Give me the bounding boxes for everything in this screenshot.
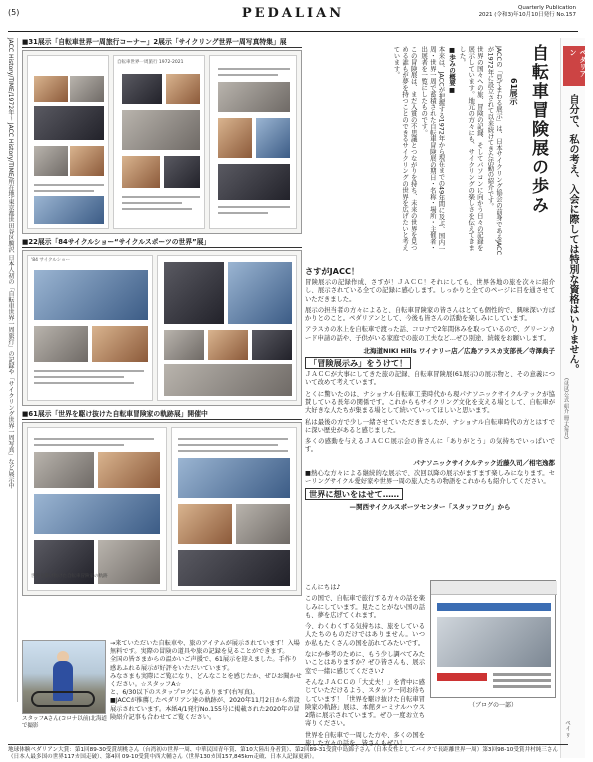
article-paragraph: ■熱心な方々による継続的な展示で、次回以降の展示がますます楽しみになります。セーリングサイクル愛好家や世界一周の旅人たちの物語をこれからも紹介してください。 (305, 469, 555, 486)
article-paragraph: ＪＡＣＣが大事にしてきた旅の記録、自転車冒険展(61展示)の展示物と、その意義について改めて考えています。 (305, 371, 555, 387)
display-board (27, 427, 167, 591)
article-heading: 「冒険展示み」をうけて！ (305, 358, 555, 369)
article-paragraph: 多くの感動を与えるＪＡＣＣ展示会の皆さんに「ありがとう」の気持ちでいっぱいです。 (305, 438, 555, 454)
display-board (27, 255, 153, 401)
intro-paragraph: JACCの「見てまわる展示」は、日本サイクリング協会の前身であるJACCが1972年に設立されて以来続けてきた活動の紹介です。 (486, 46, 503, 256)
next-page-headline: 自分で、私の考え、入会に際しては特別な資格はいりません。 (567, 94, 578, 374)
display-board (157, 255, 297, 401)
intro-subtitle: 61展示 (509, 78, 518, 106)
article-paragraph: 冒険展示の記録作成、さすが！ＪＡＣＣ！それにしても、世界各地の旅を次々に紹介し、展示されている全ての記録に感心します。しっかりと全てのページに目を通させていただきました。 (305, 279, 555, 303)
article-signature: パナソニックサイクルテック近藤久司／相宅逸都 (413, 458, 555, 467)
masthead (8, 4, 578, 32)
next-page-footer: ペイ リ (564, 719, 570, 738)
next-page-edge (560, 38, 585, 758)
left-strip-text: JACC History/TIME/1972年〜 JACC History/TIME/所在地:東京都世田谷区駒沢 日本人初の「自転車世界一周旅行」の記録や「サイクリング世界一周写真」など展示中 (7, 38, 14, 489)
intro-section (305, 38, 555, 260)
intro-paragraph: 本来は、JACCが把握する1972年から現在までの49年間に及ぶ、国内一周・世界一周で蓄積された自転車冒険展の期日・名称・場所・主催者・出展者を一覧にしたものです。 (420, 46, 446, 252)
article-signature: 北海道NIKI Hills ワイナリー店／広島アラスカ支部長／寺澤典子 (363, 347, 555, 356)
bottom-left-text: →来ていただいた自転車や、旅のアイテムが展示されています！入場無料です。実際の冒険の道具や旅の記録を見ることができます。 全国の皆さまからの温かいご声援で、61展示を迎えました。手作り感あふれる展示が好評をいただいています。 みなさまも実際にご覧になり、どんなことを感じたか、ぜひお聞かせください。☆スタッフA☆ と、6/30以下のスタップログにもあります(右写真)。 ■JACCが推薦したペダリアン達の軌跡が、2020年11月2日から常設展示されています。本紙4/1発行No.155号に掲載された2020年の冒険紹介記事も合わせてご覧ください。 (110, 640, 302, 721)
exhibit-heading: ■22展示「84サイクルショー“サイクルスポーツの世界”展」 (22, 238, 302, 248)
article-paragraph: この国で、自転車で旅行する方々の話を楽しみにしています。見たことがない国の話も、夢を広げてくれます。 (305, 595, 425, 619)
masthead-info (479, 5, 576, 19)
article-paragraph: 展示の担当者の方々によると、自転車冒険家の皆さんはとても個性的で、興味深い方ばかりとのこと。ペダリアンとして、今後も皆さんの活動を楽しみにしています。 (305, 306, 555, 323)
masthead-title: PEDALIAN (241, 6, 345, 21)
article-paragraph: 私は最後の方で少し一緒させていただきましたが、ナショナル自転車時代の方とはすでに深い歴史があると感じました。 (305, 418, 555, 434)
exhibit-heading: ■31展示「自転車世界一周旅行コーナー」2展示「サイクリング世界一周写真特集」展 (22, 38, 302, 48)
article-paragraph: そんなＪＡＣＣの「大丈夫！」を背中に感じていただけるよう、スタッフ一同お待ちしています！「世界を駆け抜けた自転車冒険家の軌跡」展は、本館ターミナルハウス2階に展示されています。ぜひ一度お立ち寄りください。 (305, 678, 425, 728)
exhibit-panel-31 (22, 50, 302, 234)
next-page-small-text: (ほぼ)公式 紹介 冊子(毎月) (563, 378, 569, 439)
article-paragraph: 今、わくわくする気持ちは、旅をしている人たちのものだけではありません。いつか私もたくさんの国を訪れてみたいです。 (305, 623, 425, 647)
exhibit-label: '84 サイクルショー (31, 258, 71, 263)
exhibit-heading: ■61展示「世界を駆け抜けた自転車冒険家の軌跡展」開催中 (22, 410, 302, 420)
article-paragraph: アラスカの氷上を自転車で渡った話、コロナで2年間休みを取っているので、グリーンカード申請の話や、子供がいる家庭での旅の工夫など…ぜひ別途、続報をお願いします。 (305, 326, 555, 342)
intro-paragraph: この冒険展は、まだ入賞の不思議とつながりを持ち、未来の世界を見つめる誰もが夢を持つことのできるサイクリングの世界を広げたいと考えています。 (392, 46, 418, 251)
left-vertical-strip (6, 38, 18, 702)
article-heading: さすがJACC！ (305, 266, 360, 276)
display-board (27, 55, 109, 229)
issue-date: 2021 (令和3)年10月10日発行 (478, 12, 555, 18)
display-board (113, 55, 205, 229)
page-number: (5) (8, 8, 20, 17)
staff-photo (22, 640, 106, 714)
display-board (171, 427, 297, 591)
intro-title: 自転車冒険展の歩み (528, 44, 548, 215)
intro-body (307, 46, 503, 256)
blog-screenshot (430, 580, 556, 698)
intro-paragraph: 世界の国々への旅、冒険の記録、そしてパソコンに向かう日々の記録を展示しています。地元の方々にも、サイクリングの楽しさを伝えてきました。 (458, 46, 484, 251)
exhibits-column (22, 38, 302, 596)
article-paragraph: なにか参考のために、もう少し調べてみたいことはありますか？ぜひ皆さんも、展示室で一緒に感じてください♪ (305, 651, 425, 675)
next-page-logo: ペダリアン (563, 46, 585, 86)
footer-awards: 地球体験ペダリアン大賞：第1回89-30受賞胡桃さん（台湾初の世界一周、中華民国青年賞、第10大陸出身者賞）、第2回89-31受賞中島錦子さん（日本女性としてバイクで長距離世界一周）第3回98-10受賞井村純三さん（日本人最多国の世界117カ国走破）、第4回 09-10受賞中西大輔さん（世界130カ国157,845km走破、日本人記録更新）。 (8, 744, 568, 761)
article-paragraph: 世界を自転車で一周した方や、多くの国を旅した方々の話を、皆さんもぜひ！ (305, 731, 425, 748)
exhibit-panel-22 (22, 250, 302, 406)
exhibit-panel-61 (22, 422, 302, 596)
article-paragraph: こんにちは♪ (305, 584, 341, 591)
article-subheading: —関西サイクルスポーツセンター「スタッフログ」から (349, 503, 511, 512)
reader-comments (305, 266, 555, 513)
staff-log-column (305, 584, 425, 751)
publication-type: Quarterly Publication (518, 5, 576, 11)
issue-number: No.157 (556, 12, 576, 18)
display-board (209, 55, 297, 229)
issue-line (479, 12, 576, 19)
exhibit-label: 自転車世界一周旅行 1972-2021 (117, 60, 184, 65)
blog-screenshot-note: （ブログの一部） (468, 702, 517, 709)
article-heading: 世界に想いをはせて…… (305, 489, 555, 500)
article-paragraph: とくに驚いたのは、ナショナル自転車工業時代から現パナソニックサイクルテックが協賛している長年の関係です。これからもサイクリング文化を支える場として、自転車が大好きな人たちが集まる場として続いていってほしいと思います。 (305, 390, 555, 415)
photo-caption: スタッフAさん(コロナ以前)北海道で撮影 (22, 716, 108, 729)
exhibit-label: 世界を駆け抜けた自転車冒険家の軌跡 (31, 574, 108, 579)
intro-bold: ■歩みの概要■ (448, 46, 457, 94)
